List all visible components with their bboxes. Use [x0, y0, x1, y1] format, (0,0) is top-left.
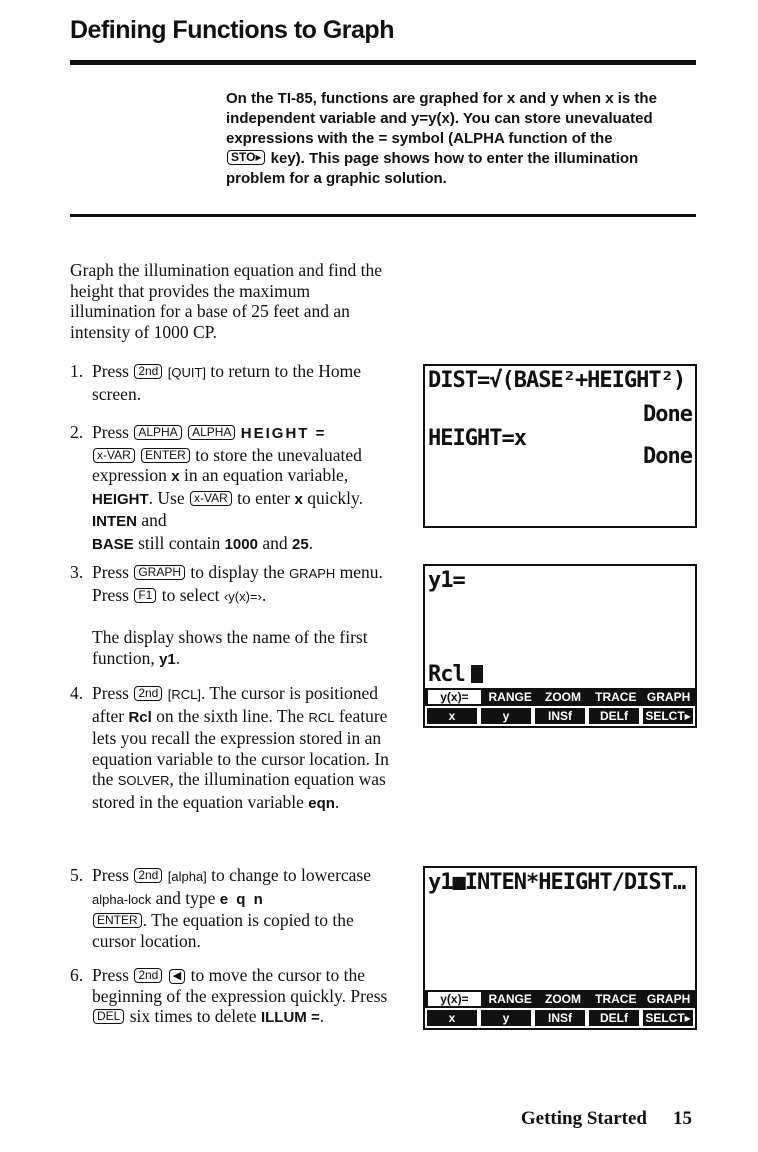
alpha-lock-word: alpha-lock [92, 891, 152, 907]
enter-key: ENTER [141, 448, 190, 463]
menu-graph: GRAPH [646, 690, 691, 704]
screen-line-1: y1= [428, 568, 465, 593]
menu-graph: GRAPH [646, 992, 691, 1006]
value-1000: 1000 [224, 535, 258, 553]
step-text: feature lets you recall the expression stored in an equation variable to the cursor location. In the [92, 705, 389, 789]
step-text: . [308, 532, 314, 553]
sto-key: STO▸ [227, 150, 265, 165]
menu-y: y [481, 1010, 531, 1026]
step-text: to display the [186, 562, 290, 582]
rcl-label: [RCL] [167, 687, 201, 702]
value-25: 25 [292, 535, 309, 553]
step-text: Press [92, 683, 134, 703]
menu-insf: INSf [535, 1010, 585, 1026]
var-inten: INTEN [92, 513, 137, 530]
step-text: to return to the Home screen. [92, 361, 362, 404]
step-text: . [175, 647, 181, 668]
graph-menu-bottom [425, 1008, 695, 1026]
step-2 [70, 422, 400, 555]
rcl-feature: RCL [308, 709, 335, 725]
2nd-key: 2nd [134, 868, 162, 883]
step-text: . [261, 584, 267, 605]
calculator-screen-graph-1 [423, 564, 697, 728]
screen-line-1: DIST=√(BASE²+HEIGHT²) [428, 368, 686, 393]
page-number: 15 [673, 1108, 692, 1129]
screen-line-1: y1■INTEN*HEIGHT/DIST… [428, 870, 686, 895]
step-text: on the sixth line. The [151, 705, 309, 726]
2nd-key: 2nd [134, 686, 162, 701]
step-text: , the illumination equation was stored in the equation variable [92, 769, 386, 812]
step-text: menu. Press [92, 562, 383, 605]
2nd-key: 2nd [134, 364, 162, 379]
step-text: quickly. [302, 487, 363, 508]
del-key: DEL [93, 1009, 124, 1024]
menu-x: x [427, 1010, 477, 1026]
left-arrow-key: ◀ [169, 969, 185, 984]
step-text: to enter [232, 487, 295, 508]
step-number: 2. [70, 422, 84, 442]
menu-insf: INSf [535, 708, 585, 724]
screen-line-3: HEIGHT=x [428, 426, 526, 451]
menu-trace: TRACE [595, 992, 637, 1006]
step-text: to store the unevaluated expression [92, 444, 362, 485]
menu-delf: DELf [589, 708, 639, 724]
graph-menu-top [425, 990, 695, 1008]
step-text: six times to delete [125, 1006, 261, 1026]
step-6 [70, 965, 400, 1029]
intro-line-5: problem for a graphic solution. [226, 170, 447, 187]
intro-paragraph [226, 89, 696, 189]
step-number: 4. [70, 683, 84, 703]
done-1: Done [643, 402, 692, 427]
step-text: to move the cursor to the beginning of the expression quickly. Press [92, 965, 388, 1006]
step-number: 6. [70, 965, 84, 985]
menu-yx: y(x)= [428, 690, 481, 704]
rcl-prompt: Rcl [428, 662, 465, 687]
step-text: in an equation variable, [179, 465, 349, 485]
xvar-key: x-VAR [190, 491, 232, 506]
alpha-key: ALPHA [188, 425, 235, 440]
step-text: to change to lowercase [206, 865, 372, 885]
calculator-screen-graph-2 [423, 866, 697, 1030]
illum-word: ILLUM = [260, 1009, 320, 1026]
alpha-cursor [471, 665, 483, 683]
menu-selct: SELCT▸ [643, 708, 693, 724]
menu-selection: ‹y(x)=› [223, 588, 262, 604]
solver-word: SOLVER [117, 773, 170, 788]
step-text: and [137, 510, 167, 530]
enter-key: ENTER [93, 913, 142, 928]
step-text: The display shows the name of the first function, [92, 627, 368, 668]
quit-label: [QUIT] [167, 365, 207, 380]
menu-delf: DELf [589, 1010, 639, 1026]
page-footer [521, 1108, 692, 1130]
menu-selct: SELCT▸ [643, 1010, 693, 1026]
graph-menu-top [425, 688, 695, 706]
step-text: . Use [148, 487, 190, 508]
graph-key: GRAPH [134, 565, 185, 580]
var-base: BASE [92, 535, 134, 553]
intro-line-2: independent variable and y=y(x). You can store unevaluated [226, 110, 653, 127]
step-4 [70, 683, 400, 814]
graph-menu-bottom [425, 706, 695, 724]
page-title: Defining Functions to Graph [70, 16, 394, 44]
intro-line-1: On the TI-85, functions are graphed for x and y when x is the [226, 90, 657, 107]
menu-y: y [481, 708, 531, 724]
var-eqn: eqn [308, 794, 335, 812]
step-text: Press [92, 422, 134, 442]
step-number: 5. [70, 865, 84, 885]
mid-rule [70, 214, 696, 217]
typed-height: HEIGHT = [240, 425, 327, 442]
var-x: x [294, 490, 303, 508]
step-text: to select [157, 584, 224, 605]
step-text: and [257, 532, 292, 553]
menu-x: x [427, 708, 477, 724]
step-text: . The cursor is positioned after [92, 683, 379, 726]
step-3 [70, 562, 400, 690]
2nd-key: 2nd [134, 968, 162, 983]
alpha-label: [alpha] [167, 869, 207, 884]
f1-key: F1 [134, 588, 156, 603]
step-text: . [334, 791, 340, 812]
rcl-word: Rcl [128, 708, 152, 726]
step-text: Press [92, 361, 134, 381]
var-x: x [171, 468, 180, 485]
xvar-key: x-VAR [93, 448, 135, 463]
menu-range: RANGE [488, 992, 532, 1006]
step-text: . [319, 1006, 325, 1026]
step-number: 1. [70, 361, 84, 381]
intro-line-3: expressions with the = symbol (ALPHA function of the [226, 130, 613, 147]
var-height: HEIGHT [92, 490, 149, 508]
lead-paragraph: Graph the illumination equation and find the height that provides the maximum illumination for a base of 25 feet and an intensity of 1000 CP. [70, 260, 383, 342]
menu-zoom: ZOOM [544, 690, 581, 704]
step-text: and type [151, 887, 220, 908]
var-y1: y1 [159, 650, 176, 668]
typed-eqn: e q n [219, 890, 265, 908]
menu-range: RANGE [488, 690, 532, 704]
step-1 [70, 361, 400, 404]
step-text: Press [92, 562, 134, 582]
step-text: . The equation is copied to the cursor location. [92, 910, 354, 951]
menu-zoom: ZOOM [544, 992, 581, 1006]
intro-line-4: key). This page shows how to enter the illumination [266, 150, 639, 167]
step-text: Press [92, 865, 134, 885]
menu-yx: y(x)= [428, 992, 481, 1006]
menu-trace: TRACE [595, 690, 637, 704]
alpha-key: ALPHA [134, 425, 181, 440]
footer-section: Getting Started [520, 1108, 647, 1129]
calculator-screen-home [423, 364, 697, 528]
top-rule [70, 60, 696, 65]
graph-menu-word: GRAPH [289, 566, 336, 581]
step-number: 3. [70, 562, 84, 582]
done-2: Done [643, 444, 692, 469]
step-text: Press [92, 965, 134, 985]
screen-line-6 [428, 662, 483, 688]
step-text: still contain [133, 532, 225, 553]
step-5 [70, 865, 400, 951]
